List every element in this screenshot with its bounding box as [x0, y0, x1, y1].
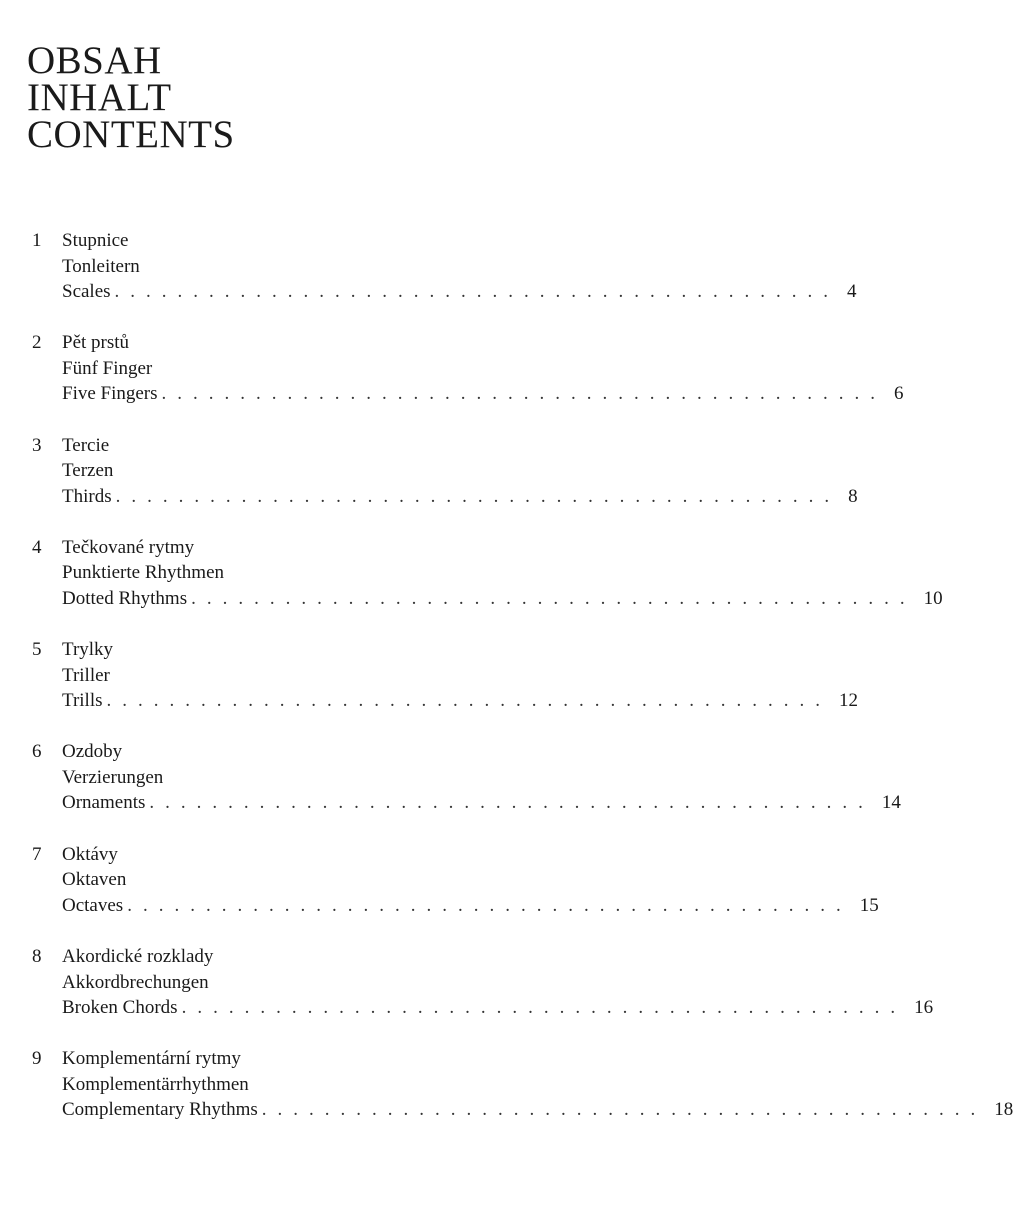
- dot-leader: ..............................................: [191, 587, 916, 609]
- entry-number: 4: [32, 536, 42, 558]
- entry-title-english-row: [62, 279, 857, 305]
- entry-title-english: Complementary Rhythms: [62, 1099, 258, 1121]
- entry-title-german: Akkordbrechungen: [62, 971, 209, 993]
- entry-title-german: Triller: [62, 664, 110, 686]
- entry-title-german: Terzen: [62, 460, 114, 482]
- entry-page-number: 6: [894, 383, 904, 405]
- entry-page-number: 4: [847, 281, 857, 302]
- entry-title-english: Thirds: [62, 485, 112, 507]
- entry-title-czech: Trylky: [62, 639, 114, 661]
- toc-entry: [0, 739, 901, 841]
- toc-entry: [0, 1046, 1013, 1148]
- entry-title-german: Tonleitern: [62, 255, 140, 277]
- entry-title-english: Octaves: [62, 894, 124, 916]
- entry-title-german: Komplementärrhythmen: [62, 1073, 249, 1095]
- title-german: INHALT: [27, 76, 172, 119]
- entry-title-czech: Pět prstů: [62, 332, 130, 354]
- entry-page-number: 16: [914, 997, 934, 1019]
- entry-title-english: Scales: [62, 281, 111, 302]
- entry-title-czech: Oktávy: [62, 843, 118, 865]
- dot-leader: ..............................................: [161, 383, 887, 405]
- entry-number: 8: [32, 946, 42, 968]
- entry-title-english: Trills: [62, 690, 103, 712]
- toc-entry: [0, 637, 858, 739]
- entry-title-english-row: [62, 688, 858, 714]
- dot-leader: ..............................................: [127, 894, 852, 916]
- entry-title-english-row: [62, 995, 934, 1021]
- entry-title-english: Broken Chords: [62, 997, 178, 1019]
- entry-title-german: Punktierte Rhythmen: [62, 562, 225, 584]
- entry-title-german: Verzierungen: [62, 766, 164, 788]
- entry-number: 3: [32, 434, 42, 456]
- title-czech: OBSAH: [27, 39, 162, 82]
- entry-title-english: Dotted Rhythms: [62, 587, 188, 609]
- entry-title-german: Fünf Finger: [62, 357, 153, 379]
- entry-page-number: 10: [923, 587, 943, 609]
- entry-title-english-row: [62, 586, 943, 612]
- toc-entry: [0, 842, 879, 944]
- entry-title-english-row: [62, 381, 904, 407]
- entry-number: 5: [32, 639, 42, 661]
- entry-page-number: 12: [839, 690, 858, 712]
- toc-entry: [0, 944, 934, 1046]
- dot-leader: ..............................................: [115, 485, 841, 507]
- entry-title-english-row: [62, 790, 901, 816]
- entry-title-english-row: [62, 893, 879, 919]
- dot-leader: ..............................................: [114, 281, 840, 302]
- entry-number: 9: [32, 1048, 42, 1070]
- entry-number: 6: [32, 741, 42, 763]
- toc-entry: [0, 330, 904, 432]
- entry-title-english: Five Fingers: [62, 383, 158, 405]
- entry-number: 7: [32, 843, 42, 865]
- page-title: [27, 39, 235, 156]
- title-english: CONTENTS: [27, 113, 235, 156]
- entry-title-czech: Ozdoby: [62, 741, 123, 763]
- entry-title-czech: Tercie: [62, 434, 110, 456]
- entry-number: 1: [32, 230, 42, 251]
- entry-title-german: Oktaven: [62, 869, 127, 891]
- entry-page-number: 15: [859, 894, 879, 916]
- entry-page-number: 14: [881, 792, 901, 814]
- dot-leader: ..............................................: [181, 997, 907, 1019]
- table-of-contents: [0, 228, 1013, 1149]
- entry-title-czech: Stupnice: [62, 230, 129, 251]
- entry-number: 2: [32, 332, 42, 354]
- toc-entry: [0, 433, 858, 535]
- dot-leader: ..............................................: [106, 690, 831, 712]
- entry-title-english-row: [62, 1097, 1013, 1123]
- toc-entry: [0, 228, 857, 330]
- entry-page-number: 18: [994, 1099, 1013, 1121]
- entry-title-czech: Komplementární rytmy: [62, 1048, 241, 1070]
- dot-leader: ..............................................: [261, 1099, 987, 1121]
- entry-title-english-row: [62, 484, 858, 510]
- entry-title-english: Ornaments: [62, 792, 146, 814]
- entry-title-czech: Tečkované rytmy: [62, 536, 195, 558]
- entry-page-number: 8: [848, 485, 858, 507]
- entry-title-czech: Akordické rozklady: [62, 946, 214, 968]
- toc-entry: [0, 535, 943, 637]
- dot-leader: ..............................................: [149, 792, 874, 814]
